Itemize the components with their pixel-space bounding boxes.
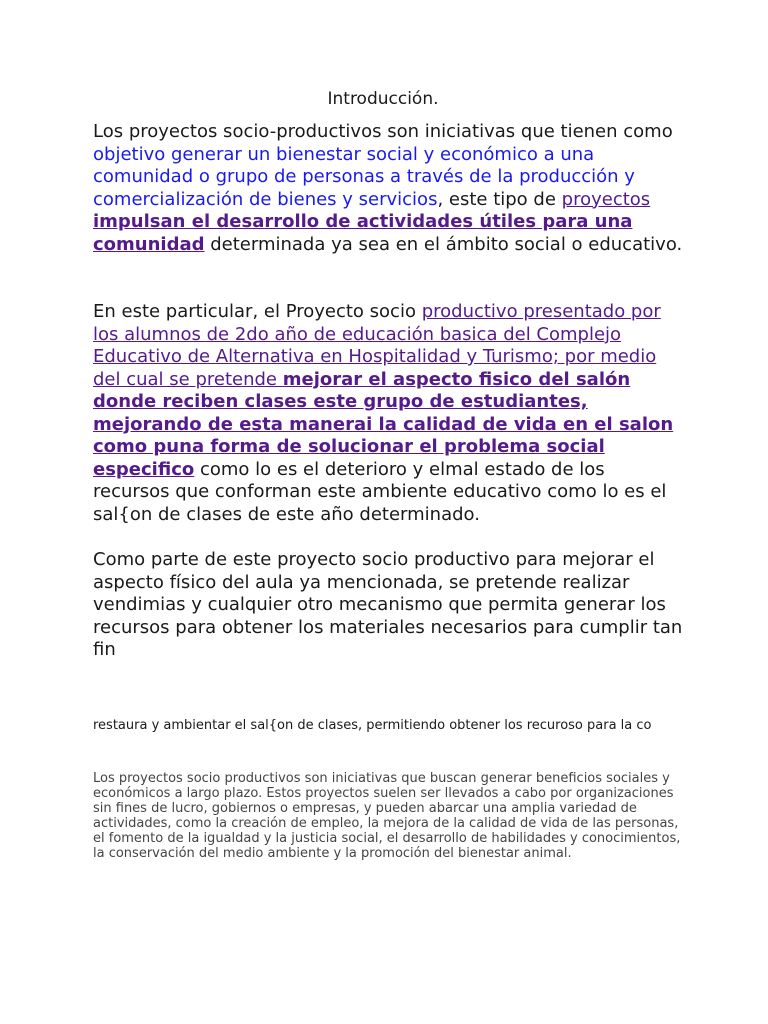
particular-link-productivo[interactable]: productivo presentado por los alumnos de 2do año de educación basica del Complejo Educativo de Alternativa en Hospitalidad y Turismo; por medio del cual se pretende — [93, 301, 661, 390]
paragraph-small-fragment: restaura y ambientar el sal{on de clases, permitiendo obtener los recuroso para la co — [93, 717, 652, 733]
intro-text-f: determinada ya sea en el ámbito social o educativo. — [204, 233, 683, 255]
paragraph-small-summary: Los proyectos socio productivos son iniciativas que buscan generar beneficios sociales y económicos a largo plazo. Estos proyectos suelen ser llevados a cabo por organizaciones sin fines de lucro, gobiernos o empresas, y pueden abarcar una amplia variedad de actividades, como la creación de empleo, la mejora de la calidad de vida de las personas, el fomento de la igualdad y la justicia social, el desarrollo de habilidades y conocimientos, la conservación del medio ambiente y la promoción del bienestar animal. — [93, 770, 681, 861]
document-title: Introducción. — [327, 89, 439, 109]
particular-link-mejorar[interactable]: mejorar el aspecto fisico del salón donde reciben clases este grupo de estudiantes, mejorando de esta manerai la calidad de vida en el salon como puna forma de solucionar el problema social especifico — [93, 368, 674, 480]
intro-text-c: , este tipo de — [437, 188, 562, 210]
particular-text-a: En este particular, el Proyecto socio — [93, 301, 422, 322]
paragraph-intro — [93, 121, 683, 256]
paragraph-como-parte: Como parte de este proyecto socio productivo para mejorar el aspecto físico del aula ya mencionada, se pretende realizar vendimias y cualquier otro mecanismo que permita generar los recursos para obtener los materiales necesarios para cumplir tan fin — [93, 549, 683, 660]
intro-link-objective[interactable]: objetivo generar un bienestar social y económico a una comunidad o grupo de personas a través de la producción y comercialización de bienes y servicios — [93, 143, 635, 210]
intro-text-a: Los proyectos socio-productivos son iniciativas que tienen como — [93, 121, 673, 142]
intro-link-impulsan[interactable]: impulsan el desarrollo de actividades útiles para una comunidad — [93, 211, 633, 255]
paragraph-particular — [93, 301, 683, 526]
document-page — [93, 88, 683, 861]
particular-text-d: como lo es el deterioro y elmal estado de los recursos que conforman este ambiente educativo como lo es el sal{on de clases de este año determinado. — [93, 458, 667, 525]
intro-link-proyectos[interactable]: proyectos — [561, 188, 651, 210]
